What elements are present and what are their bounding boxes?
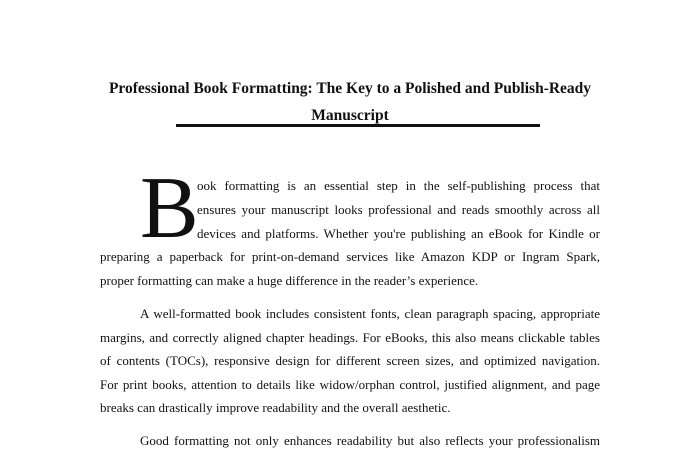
paragraph-1-line-1: ook formatting is an essential step in the self-publishing process that bbox=[197, 178, 600, 193]
document-title-line-2: Manuscript bbox=[311, 107, 389, 124]
paragraph-2-line-4: For print books, attention to details like widow/orphan control, justified alignment, and page bbox=[100, 377, 600, 392]
paragraph-3-line-1: Good formatting not only enhances readability but also reflects your professionalism bbox=[140, 433, 600, 448]
paragraph-1-line-3: devices and platforms. Whether you're publishing an eBook for Kindle or bbox=[197, 226, 600, 241]
paragraph-1-line-5: proper formatting can make a huge difference in the reader’s experience. bbox=[100, 273, 479, 288]
paragraph-2-line-5: breaks can drastically improve readability and the overall aesthetic. bbox=[100, 400, 451, 415]
paragraph-1-line-2: ensures your manuscript looks professional and reads smoothly across all bbox=[197, 202, 600, 217]
document-title-line-1: Professional Book Formatting: The Key to a Polished and Publish-Ready bbox=[108, 80, 592, 97]
paragraph-2-line-1: A well-formatted book includes consistent fonts, clean paragraph spacing, appropriate bbox=[140, 306, 600, 321]
paragraph-2-line-3: of contents (TOCs), responsive design for different screen sizes, and optimized navigation. bbox=[100, 353, 600, 368]
paragraph-2-line-2: margins, and correctly aligned chapter headings. For eBooks, this also means clickable tables bbox=[100, 330, 600, 345]
drop-cap-letter: B bbox=[140, 160, 199, 257]
paragraph-1-line-4: preparing a paperback for print-on-demand services like Amazon KDP or Ingram Spark, bbox=[100, 249, 600, 264]
title-underline bbox=[176, 124, 540, 127]
